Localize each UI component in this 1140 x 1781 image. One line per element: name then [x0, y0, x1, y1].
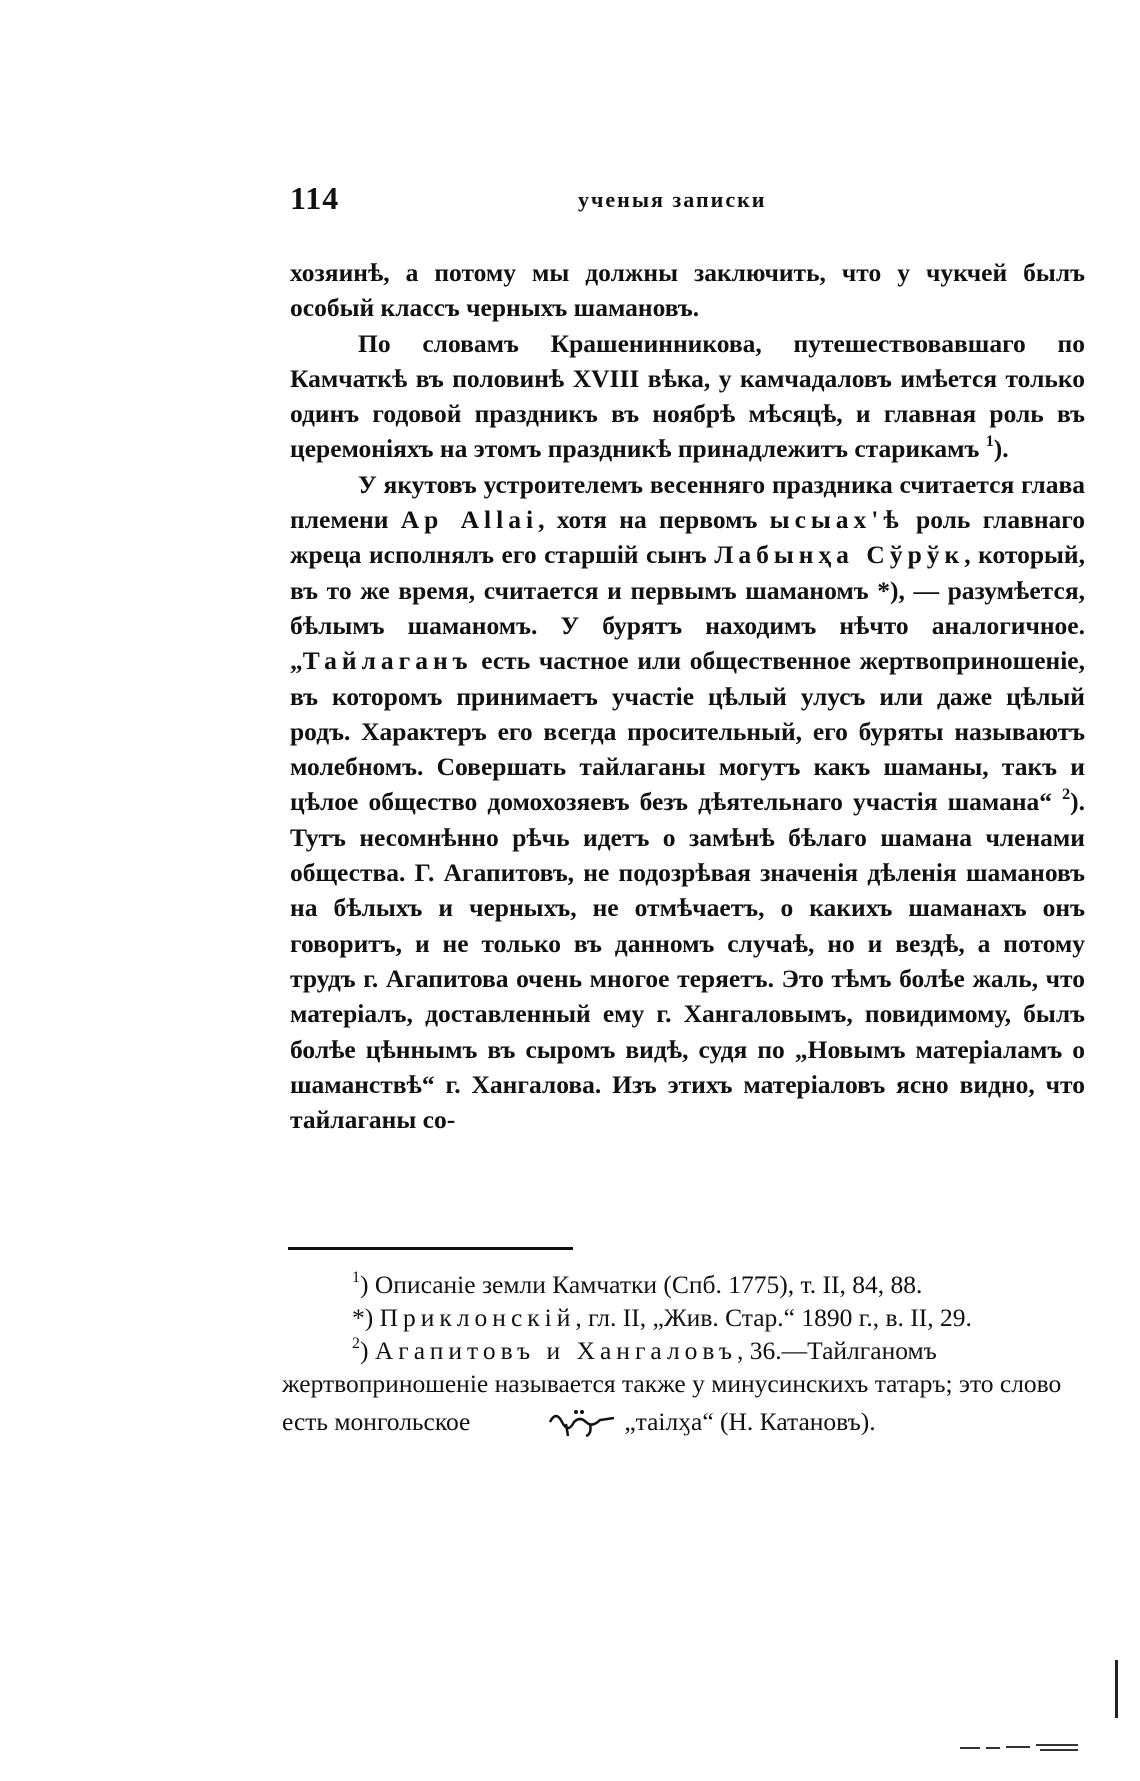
paragraph-2-text: По словамъ Крашенинникова, путешествовавшаго по Камчаткѣ въ половинѣ XVIII вѣка, у камчадаловъ имѣется только одинъ годовой праздникъ въ ноябрѣ мѣсяцѣ, и главная роль въ церемоніяхъ на этомъ праздникѣ принадлежитъ старикамъ: [290, 328, 1085, 464]
scan-edge-mark: [1115, 1660, 1118, 1718]
footnote-1-marker: 1: [352, 1269, 360, 1286]
name-ar-allai: Ар Аllаi: [400, 505, 539, 535]
paragraph-3-part-b: , хотя на первомъ: [538, 505, 770, 535]
footnote-1-text: ) Описаніе земли Камчатки (Спб. 1775), т. II, 84, 88.: [360, 1270, 923, 1299]
footnote-3-text-b: „таілӽа“ (Н. Катановъ).: [624, 1406, 876, 1436]
footnote-3-text-a: , 36.—Тайлганомъ жертвоприношеніе называется также у минусинскихъ татаръ; это слово есть монгольское: [282, 1336, 1062, 1436]
paragraph-2-end: ).: [993, 434, 1009, 464]
page-number: 114: [290, 180, 340, 216]
footnote-3: $^2$) Агапитовъ и Хангаловъ, 36.—Тайлганомъ жертвоприношеніе называется также у минусинскихъ татаръ; это слово есть монгольское „таілӽа“ (Н. Катановъ).: [282, 1334, 1087, 1448]
footnote-1: [282, 1268, 1087, 1301]
paragraph-3-part-a: У якутовъ устроителемъ весенняго праздника считается глава племени: [290, 469, 1085, 535]
footnotes: [282, 1268, 1087, 1448]
name-labynkha: Лабынҳа Сўрўк: [714, 540, 965, 570]
term-ysyakh: ысыах'ѣ: [769, 505, 904, 535]
main-text: [290, 255, 1085, 1137]
footnote-3-authors: Агапитовъ и Хангаловъ: [374, 1336, 738, 1365]
term-tailagan: Тайлаганъ: [302, 646, 473, 676]
footnote-2-text: , гл. II, „Жив. Стар.“ 1890 г., в. II, 29.: [575, 1303, 972, 1332]
footnote-2-marker: *: [352, 1303, 365, 1332]
paragraph-3-part-f: ). Тутъ несомнѣнно рѣчь идетъ о замѣнѣ бѣлаго шамана членами общества. Г. Агапитовъ, не подозрѣвая значенія дѣленія шамановъ на бѣлыхъ и черныхъ, не отмѣчаетъ, о какихъ шаманахъ онъ говоритъ, и не только въ данномъ случаѣ, но и вездѣ, а потому трудъ г. Агапитова очень многое теряетъ. Это тѣмъ болѣе жаль, что матеріалъ, доставленный ему г. Хангаловымъ, повидимому, былъ болѣе цѣннымъ въ сыромъ видѣ, судя по „Новымъ матеріаламъ о шаманствѣ“ г. Хангалова. Изъ этихъ матеріаловъ ясно видно, что тайлаганы со-: [290, 787, 1085, 1135]
paragraph-3-part-d: , который, въ то же время, считается и первымъ шаманомъ *), — разумѣется, бѣлымъ шаманомъ. У бурятъ находимъ нѣчто аналогичное. „: [290, 540, 1085, 676]
running-header: ученыя записки: [578, 187, 767, 212]
mongolian-script-word-icon: [476, 1400, 618, 1448]
footnote-2-author: Приклонскій: [379, 1303, 576, 1332]
paragraph-3: [290, 467, 1085, 1138]
footnote-2: *) Приклонскій, гл. II, „Жив. Стар.“ 1890 г., в. II, 29.: [352, 1303, 972, 1332]
footnote-separator: [288, 1247, 573, 1250]
footnote-ref-1: 1: [985, 433, 994, 451]
paragraph-3-part-e: есть частное или общественное жертвоприношеніе, въ которомъ принимаетъ участіе цѣлый улусъ или даже цѣлый родъ. Характеръ его всегда просительный, его буряты называютъ молебномъ. Совершать тайлаганы могутъ какъ шаманы, такъ и цѣлое общество домохозяевъ безъ дѣятельнаго участія шамана“: [290, 646, 1085, 817]
footnote-3-marker: 2: [352, 1335, 360, 1352]
paragraph-3-part-c: роль главнаго жреца исполнялъ его старшій сынъ: [290, 505, 1085, 570]
paragraph-2: [290, 326, 1085, 467]
footnote-ref-2: 2: [1062, 786, 1071, 804]
scan-bottom-mark: [960, 1740, 1080, 1752]
paragraph-1: хозяинѣ, а потому мы должны заключить, что у чукчей былъ особый классъ черныхъ шамановъ.: [290, 258, 1085, 323]
